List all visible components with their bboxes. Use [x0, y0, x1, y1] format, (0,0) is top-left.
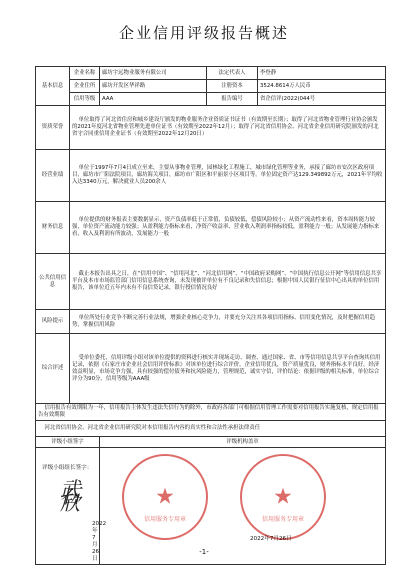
signature-cell [36, 448, 107, 565]
performance-text: 单位于1997年7月4日成立至来，主要从事物业管理，园林绿化工程施工，城市绿化管理等业务，承接了廊坊市安次区政府项目，廊坊市广阳法院项目，廊坊海关项目，廊坊市广阳区和平丽景小区项目等。单位固定资产达129.349892万元，2021年平均收入达3340万元，解决就业人员200余人 [70, 150, 386, 202]
summary-label: 综合评述 [36, 334, 70, 404]
capital-value: 3524.8614万人民币 [258, 80, 386, 93]
public-credit-text: 截止本报告出具之日，在“信用中国”、“信用河北”、“河北信用网”、“中国政府采购网”、“中国执行信息公开网”等信用信息共享平台及本市市场监管部门信用信息系统查询，未发现被评单位有不良记录和失信信息；根据中国人民银行征信中心出具的单位信用报告，该单位近五年内未有不良信贷记录，银行授信情况良好 [70, 254, 386, 310]
risk-label: 风险提示 [36, 310, 70, 334]
disclaimer-text: 河北省信用协会、河北省企业信用研究院对本信用报告内容的真实性和合法性承担法律责任 [36, 421, 386, 437]
address-value: 廊坊开发区华祥路 [100, 80, 207, 93]
rating-org-seal-label: 评级机构盖章 [100, 437, 386, 448]
legal-rep-value: 李登静 [258, 67, 386, 80]
credit-grade-label: 信用等级 [70, 93, 100, 106]
finance-label: 财务信息 [36, 202, 70, 254]
risk-text: 单位所处行业竞争不断完善行业法规，增强企业核心竞争力，并要充分关注其各项信用指标、信用变化情况，及时把握信用趋势，掌握信用风险 [70, 310, 386, 334]
summary-text: 受单位委托，信用评级小组对该单位提供的资料进行核实并现场走访、调查、通过国家、省、市等信用信息共享平台查询其信用记录，依据《石家庄市企业社会信用评价标准》对该单位进行综合评价，企业信用优良，资产质量优良，财务指标水平良好，经济效益明显，市场竞争力强，具有较强的偿付债务和抗风险能力，管理规范，诚实守信，评价结论：依据评级的相关标准，单位综合评分为90分，信用等级为AAA级 [70, 334, 386, 404]
seal-credit-research-institute-text: 信用服务专用章 [261, 516, 304, 523]
page-title: 企业信用评级报告概述 [118, 24, 289, 42]
report-number-label: 报告编号 [207, 93, 258, 106]
leader-sign-label: 评级小组组长签字： [42, 465, 93, 471]
validity-text: 信用报告有效期限为一年，信用报告主体发生违法失信行为的除外，市政府各部门可根据信用管理工作需要对信用报告实施复核，规定信用报告有效期限 [36, 404, 386, 421]
seal-credit-research-institute [240, 454, 326, 540]
finance-text: 单位提供的财务报表主要数据显示，资产负债率低于正常值，负债较低，偿债风险较小；从资产流动性来看，资本周转能力较强，单位资产流动能力较强；从盈利能力指标来看，净资产收益率、营业收入利润率指标较低，盈利能力一般；从发展能力指标来看，收入及利润有所波动，发展能力一般 [70, 202, 386, 254]
honor-label: 资质荣誉 [36, 106, 70, 150]
seal-date: 2022年7月26日 [250, 536, 292, 542]
seal-star-icon: ★ [155, 484, 175, 510]
legal-rep-label: 法定代表人 [207, 67, 258, 80]
seal-star-icon: ★ [273, 484, 293, 510]
public-credit-label: 公共信用信息 [36, 254, 70, 310]
honor-text: 单位取得了河北省住房和城乡建设厅颁发的物业服务企业资质证书证书（有效期至长期）；取得了河北省物业管理行业协会颁发的2021年度河北省物业管理先进单位证书（有效期至2022年12月）；取得了河北省信用协会、河北省企业信用研究院颁发的河北省守合同重信用企业证书（有效期至2022年12月20日） [70, 106, 386, 150]
seal-credit-association-text: 信用服务专用章 [143, 516, 186, 523]
seal-credit-association [122, 454, 208, 540]
basic-info-label: 基本信息 [36, 67, 70, 106]
credit-grade-value: AAA [100, 93, 207, 106]
company-name-value: 廊坊宇远物业服务有限公司 [100, 67, 207, 80]
rating-group-sign-label: 评级小组签字 [36, 437, 100, 448]
company-name-label: 企业名称 [70, 67, 100, 80]
seal-cell [100, 448, 386, 565]
handwritten-signature: 武石欣 [60, 477, 84, 515]
performance-label: 经营业绩 [36, 150, 70, 202]
sign-date: 2022年7月26日 [92, 521, 107, 562]
page-number: -1- [199, 548, 209, 556]
address-label: 企业住所 [70, 80, 100, 93]
report-table [35, 66, 386, 565]
report-number-value: 省企信评(2022)044号 [258, 93, 386, 106]
capital-label: 注册资本 [207, 80, 258, 93]
